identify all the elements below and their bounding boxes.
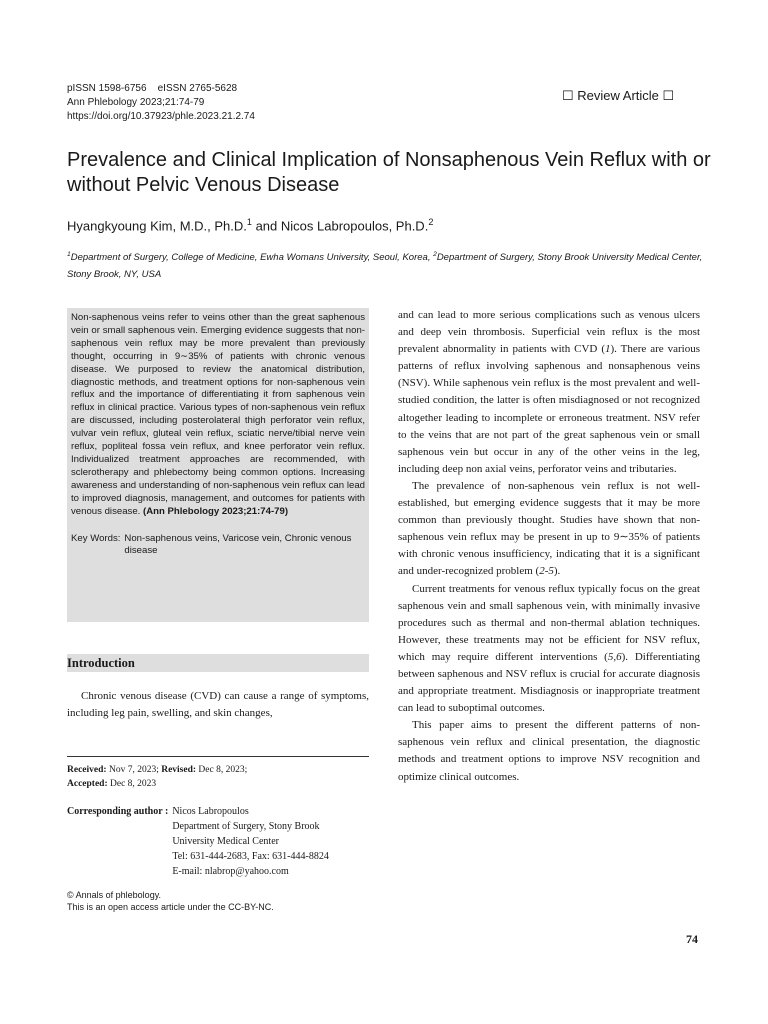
abstract-text: Non-saphenous veins refer to veins other than the great saphenous vein or small saphenous vein. Emerging evidence suggests that non-saphenous vein reflux may be more prevalent than previously thought, occurring in 9∼35% of patients with chronic venous disease. We purposed to review the anatomical distribution, diagnostic methods, and treatment options for non-saphenous vein reflux and the importance of differentiating it from saphenous vein reflux in clinical practice. Various types of non-saphenous vein reflux are discussed, including posterolateral thigh perforator vein reflux, vulvar vein reflux, gluteal vein reflux, sciatic nerve/tibial nerve vein reflux, popliteal fossa vein reflux, and knee perforator vein reflux. Individualized treatment approaches are recommended, with sclerotherapy and phlebectomy being common options. Increasing awareness and understanding of non-saphenous vein reflux can lead to improved diagnosis, management, and outcomes for patients with venous disease. bbox=[71, 312, 365, 517]
affil-2-text: Department of Surgery, Stony Brook University Medical Center, Stony Brook, NY, USA bbox=[67, 252, 703, 281]
paragraph-1 bbox=[398, 307, 700, 478]
issn-line: pISSN 1598-6756 eISSN 2765-5628 bbox=[67, 83, 238, 94]
author-1-affil-mark: 1 bbox=[246, 217, 252, 227]
received-date: Nov 7, 2023; bbox=[106, 765, 162, 775]
article-title: Prevalence and Clinical Implication of Nonsaphenous Vein Reflux with or without Pelvic Venous Disease bbox=[67, 149, 711, 196]
correspondence-block bbox=[67, 804, 329, 879]
body-right-column bbox=[398, 307, 700, 786]
paragraph-2-text-a: The prevalence of non-saphenous vein reflux is not well-established, but emerging evidence suggests that it may be more common than previously thought. Studies have shown that non-saphenous vein reflux may be present in up to 9∼35% of patients with chronic venous insufficiency, indicating that it is a significant and under-recognized problem ( bbox=[398, 479, 700, 578]
reference-2: 2-5 bbox=[539, 565, 554, 578]
article-type-label: ☐ Review Article ☐ bbox=[562, 88, 675, 103]
paragraph-2 bbox=[398, 478, 700, 581]
journal-citation: Ann Phlebology 2023;21:74-79 bbox=[67, 97, 205, 108]
journal-meta bbox=[67, 82, 255, 124]
copyright-line-1: © Annals of phlebology. bbox=[67, 890, 162, 900]
paragraph-2-text-b: ). bbox=[553, 565, 561, 578]
author-2-affil-mark: 2 bbox=[428, 217, 434, 227]
paragraph-1-text-b: ). There are various patterns of reflux involving saphenous and nonsaphenous veins (NSV). While saphenous vein reflux is the most prevalent and well-studied condition, the latter is often misdiagnosed or not recognized altogether leading to incomplete or erroneous treatment. NSV refer to the veins that are not part of the great saphenous vein or small saphenous vein but occur in any of the other veins in the leg, including deep non axial veins, perforator veins and tributaries. bbox=[398, 343, 700, 475]
author-1: Hyangkyoung Kim, M.D., Ph.D. bbox=[67, 218, 247, 234]
keywords-row bbox=[71, 533, 365, 559]
correspondence-institution: University Medical Center bbox=[172, 836, 279, 847]
introduction-heading: Introduction bbox=[67, 654, 369, 672]
abstract-body bbox=[71, 312, 365, 519]
paragraph-3 bbox=[398, 581, 700, 718]
abstract-citation: (Ann Phlebology 2023;21:74-79) bbox=[143, 505, 289, 517]
affil-2-mark: 2 bbox=[433, 251, 437, 258]
affil-1-text: Department of Surgery, College of Medicine, Ewha Womans University, Seoul, Korea, bbox=[70, 252, 434, 264]
correspondence-phone: Tel: 631-444-2683, Fax: 631-444-8824 bbox=[172, 851, 329, 862]
abstract-box bbox=[67, 308, 369, 622]
reference-3: 5,6 bbox=[607, 650, 622, 663]
keywords-text: Non-saphenous veins, Varicose vein, Chronic venous disease bbox=[124, 532, 352, 557]
received-label: Received: bbox=[67, 765, 107, 775]
author-list bbox=[67, 217, 433, 233]
copyright-line-2: This is an open access article under the CC-BY-NC. bbox=[67, 902, 274, 912]
author-conjunction: and bbox=[251, 218, 281, 234]
correspondence-label: Corresponding author : bbox=[67, 806, 169, 817]
paragraph-4: This paper aims to present the different patterns of non-saphenous vein reflux and clinical presentation, the diagnostic methods and treatment options to improve NSV recognition and optimize clinical outcomes. bbox=[398, 719, 700, 783]
footnote-divider bbox=[67, 756, 369, 757]
doi-link[interactable]: https://doi.org/10.37923/phle.2023.21.2.74 bbox=[67, 111, 255, 122]
paragraph-3-text-a: Current treatments for venous reflux typically focus on the great saphenous vein and small saphenous vein, with minimally invasive procedures such as thermal and non-thermal ablation techniques. However, these treatments may not be efficient for NSV reflux, which may require different interventions ( bbox=[398, 582, 700, 663]
paragraph-1-text-a: and can lead to more serious complications such as venous ulcers and deep vein thrombosis. Superficial vein reflux is the most prevalent abnormality in patients with CVD ( bbox=[398, 309, 700, 356]
accepted-label: Accepted: bbox=[67, 779, 108, 789]
introduction-text: Chronic venous disease (CVD) can cause a range of symptoms, including leg pain, swelling, and skin changes, bbox=[67, 690, 369, 719]
correspondence-lines bbox=[172, 804, 329, 879]
copyright-notice bbox=[67, 889, 274, 913]
paragraph-3-text-b: ). Differentiating between saphenous and NSV reflux is crucial for accurate diagnosis and appropriate treatment. Misdiagnosis or inappropriate treatment can lead to suboptimal outcomes. bbox=[398, 650, 701, 715]
correspondence-name: Nicos Labropoulos bbox=[172, 806, 249, 817]
correspondence-email[interactable]: E-mail: nlabrop@yahoo.com bbox=[172, 866, 289, 877]
revised-label: Revised: bbox=[161, 765, 197, 775]
accepted-date: Dec 8, 2023 bbox=[107, 779, 157, 789]
correspondence-dept: Department of Surgery, Stony Brook bbox=[172, 821, 320, 832]
affil-1-mark: 1 bbox=[67, 251, 71, 258]
revised-date: Dec 8, 2023; bbox=[196, 765, 248, 775]
page-number: 74 bbox=[686, 932, 698, 946]
submission-dates bbox=[67, 763, 247, 791]
reference-1: 1 bbox=[604, 343, 611, 356]
affiliations bbox=[67, 246, 707, 283]
keywords-label: Key Words: bbox=[71, 532, 121, 544]
author-2: Nicos Labropoulos, Ph.D. bbox=[280, 218, 429, 234]
